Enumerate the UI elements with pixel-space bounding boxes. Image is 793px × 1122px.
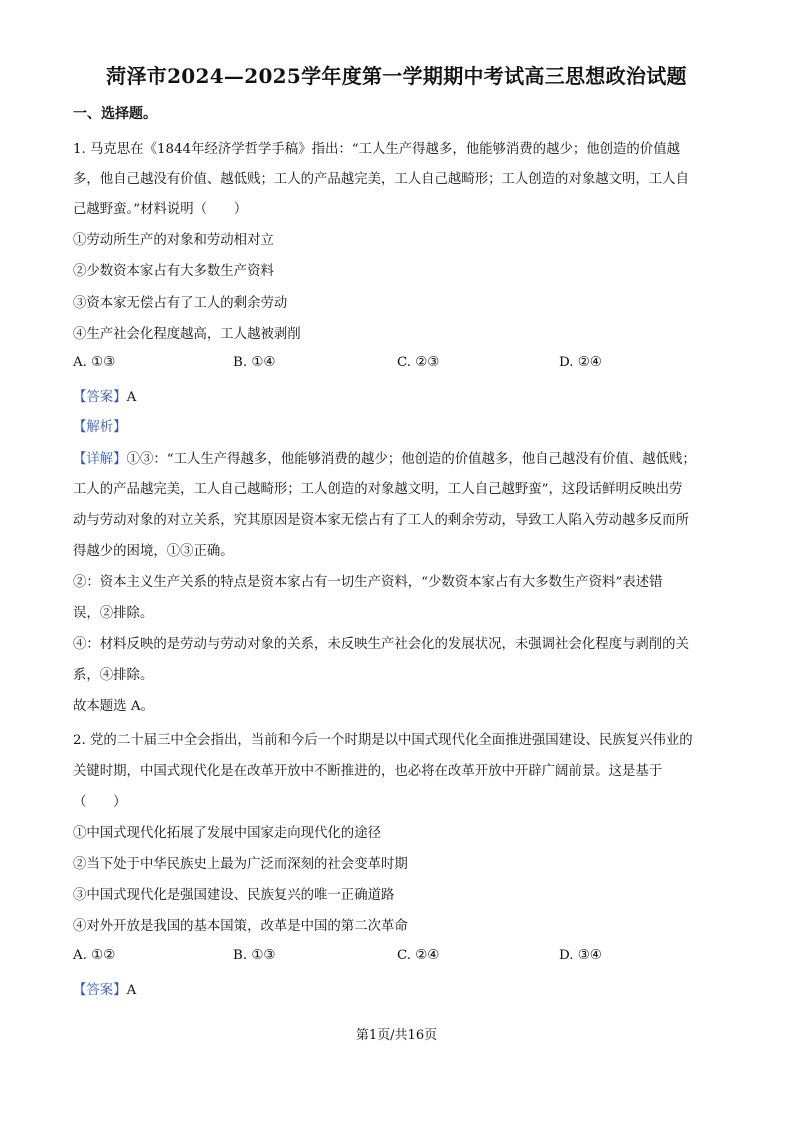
q1-detail-text-1: ①③：“工人生产得越多，他能够消费的越少；他创造的价值越多，他自己越没有价值、越低贱；: [126, 452, 696, 467]
q2-statement-3: ③中国式现代化是强国建设、民族复兴的唯一正确道路: [73, 888, 395, 903]
q2-option-c: C. ②④: [397, 948, 440, 963]
q1-detail-line-4: 得越少的困境，①③正确。: [73, 544, 234, 559]
q1-statement-1: ①劳动所生产的对象和劳动相对立: [73, 233, 274, 248]
q1-detail-line-2: 工人的产品越完美，工人自己越畸形；工人创造的对象越文明，工人自己越野蛮”，这段话鲜明反映出劳: [73, 482, 683, 497]
q1-options: [73, 355, 723, 375]
q1-answer-row: [73, 388, 723, 408]
q1-conclusion: 故本题选 A。: [73, 699, 154, 714]
q1-statement-3: ③资本家无偿占有了工人的剩余劳动: [73, 296, 288, 311]
q1-statement-2: ②少数资本家占有大多数生产资料: [73, 264, 274, 279]
q1-stem-line-3: 己越野蛮。”材料说明（ ）: [73, 202, 248, 217]
page-title: 菏泽市2024—2025学年度第一学期期中考试高三思想政治试题: [106, 64, 687, 88]
q1-detail-line-6: 误，②排除。: [73, 606, 154, 621]
section-heading: 一、选择题。: [73, 106, 157, 122]
q1-statement-4: ④生产社会化程度越高，工人越被剥削: [73, 327, 301, 342]
q1-answer-value: A: [126, 390, 137, 405]
q1-detail-line-8: 系，④排除。: [73, 668, 154, 683]
q2-stem-line-2: 关键时期，中国式现代化是在改革开放中不断推进的，也必将在改革开放中开辟广阔前景。这是基于: [73, 764, 663, 779]
q2-stem-line-1: 2. 党的二十届三中全会指出，当前和今后一个时期是以中国式现代化全面推进强国建设、民族复兴伟业的: [73, 733, 693, 748]
q1-detail-line-7: ④：材料反映的是劳动与劳动对象的关系，未反映生产社会化的发展状况，未强调社会化程度与剥削的关: [73, 637, 689, 652]
q1-stem-line-1: 1. 马克思在《1844年经济学哲学手稿》指出：“工人生产得越多，他能够消费的越少；他创造的价值越: [73, 142, 680, 157]
q2-options: [73, 948, 723, 968]
q2-answer-tag: 【答案】: [73, 983, 127, 998]
q2-option-d: D. ③④: [559, 948, 602, 963]
q2-statement-1: ①中国式现代化拓展了发展中国家走向现代化的途径: [73, 826, 381, 841]
q2-statement-4: ④对外开放是我国的基本国策，改革是中国的第二次革命: [73, 919, 408, 934]
q1-stem-line-2: 多，他自己越没有价值、越低贱；工人的产品越完美，工人自己越畸形；工人创造的对象越文明，工人自: [73, 172, 689, 187]
q2-option-b: B. ①③: [233, 948, 276, 963]
q1-detail-line-3: 动与劳动对象的对立关系，究其原因是资本家无偿占有了工人的剩余劳动，导致工人陷入劳动越多反而所: [73, 513, 689, 528]
q2-statement-2: ②当下处于中华民族史上最为广泛而深刻的社会变革时期: [73, 857, 408, 872]
q1-answer-tag: 【答案】: [73, 390, 127, 405]
q1-detail-line-1: [73, 450, 723, 470]
q2-answer-row: [73, 981, 723, 1001]
q1-detail-line-5: ②：资本主义生产关系的特点是资本家占有一切生产资料，“少数资本家占有大多数生产资料”表述错: [73, 575, 663, 590]
q1-analysis-tag: 【解析】: [73, 420, 127, 435]
q1-option-d: D. ②④: [559, 355, 602, 370]
page-number: 第1页/共16页: [355, 1028, 438, 1043]
q2-answer-value: A: [126, 983, 137, 998]
q1-option-c: C. ②③: [397, 355, 440, 370]
q1-option-b: B. ①④: [233, 355, 276, 370]
q2-option-a: A. ①②: [73, 948, 116, 963]
q1-option-a: A. ①③: [73, 355, 116, 370]
q2-stem-line-3: （ ）: [73, 795, 127, 810]
q1-detail-tag: 【详解】: [73, 452, 127, 467]
